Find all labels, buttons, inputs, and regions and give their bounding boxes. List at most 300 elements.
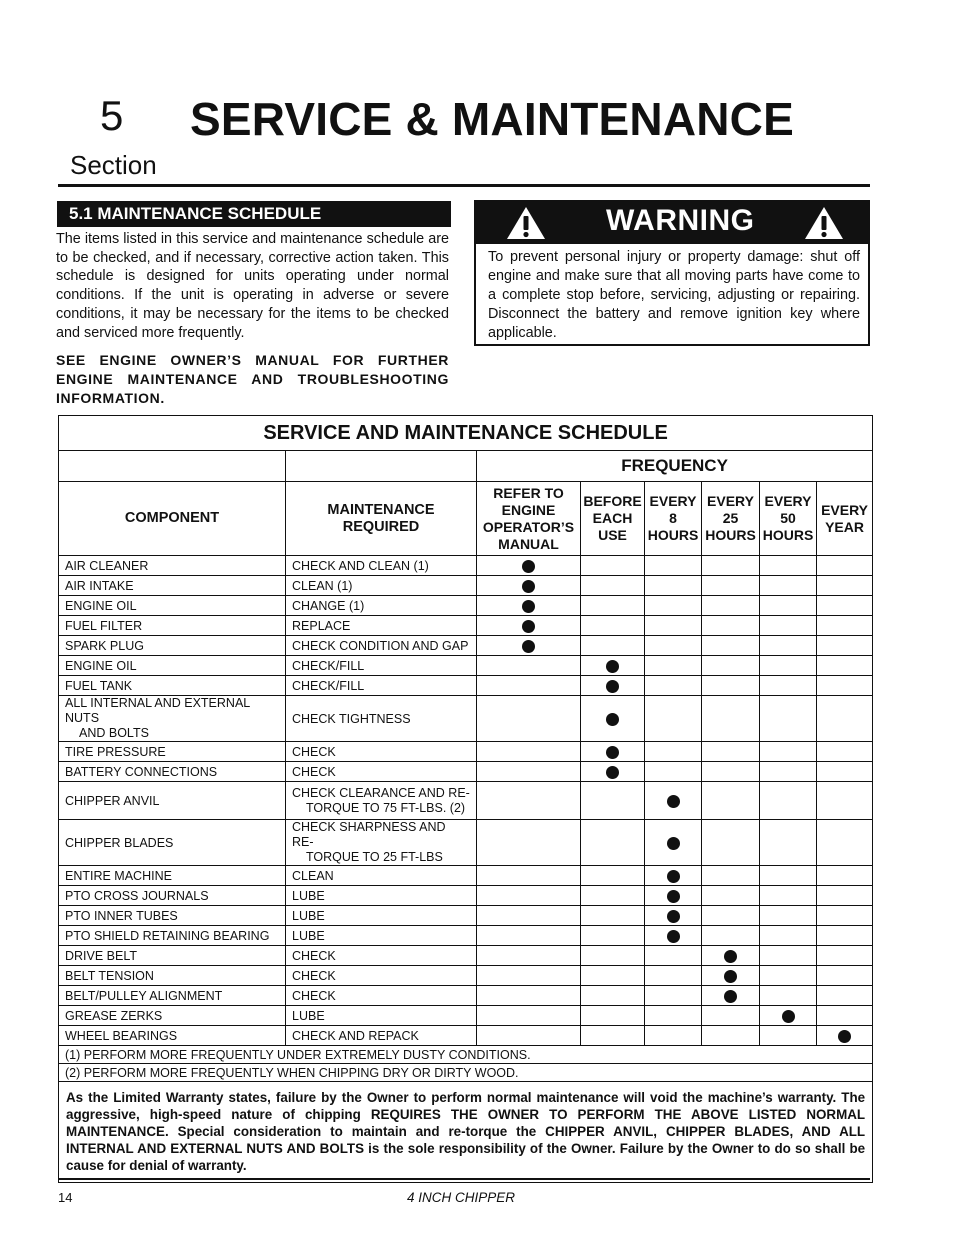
frequency-cell: [645, 866, 702, 886]
frequency-cell: [760, 1026, 817, 1046]
maintenance-cell: [286, 1026, 477, 1046]
frequency-cell: [760, 656, 817, 676]
frequency-cell: [645, 926, 702, 946]
schedule-dot-icon: [606, 680, 619, 693]
schedule-dot-icon: [724, 990, 737, 1003]
frequency-cell: [702, 656, 760, 676]
frequency-cell: [702, 986, 760, 1006]
maintenance-cell: [286, 886, 477, 906]
warning-header: [476, 202, 868, 244]
frequency-cell: [581, 1006, 645, 1026]
table-row: [59, 1026, 873, 1046]
maintenance-cell: [286, 946, 477, 966]
frequency-cell: [477, 866, 581, 886]
table-row: [59, 676, 873, 696]
frequency-cell: [645, 596, 702, 616]
frequency-cell: [645, 906, 702, 926]
frequency-cell: [760, 1006, 817, 1026]
frequency-cell: [817, 906, 873, 926]
frequency-cell: [817, 742, 873, 762]
frequency-cell: [760, 986, 817, 1006]
schedule-dot-icon: [667, 870, 680, 883]
table-row: [59, 762, 873, 782]
frequency-header-line: EVERY: [764, 493, 812, 509]
table-row: [59, 866, 873, 886]
frequency-cell: [817, 946, 873, 966]
page-number: 14: [58, 1190, 73, 1205]
cell-text: AND BOLTS: [79, 726, 149, 740]
frequency-cell: [581, 966, 645, 986]
frequency-cell: [760, 926, 817, 946]
frequency-cell: [477, 966, 581, 986]
frequency-cell: [477, 576, 581, 596]
frequency-cell: [702, 576, 760, 596]
frequency-header-line: BEFORE: [583, 493, 642, 509]
frequency-column-header: [477, 482, 581, 556]
frequency-cell: [477, 906, 581, 926]
cell-text: CHECK: [292, 744, 336, 759]
frequency-cell: [581, 762, 645, 782]
frequency-cell: [817, 966, 873, 986]
frequency-cell: [645, 1006, 702, 1026]
frequency-cell: [477, 1026, 581, 1046]
table-row: [59, 1006, 873, 1026]
table-row: [59, 926, 873, 946]
frequency-cell: [760, 556, 817, 576]
frequency-cell: [645, 656, 702, 676]
maintenance-cell: [286, 656, 477, 676]
schedule-dot-icon: [606, 660, 619, 673]
frequency-cell: [760, 636, 817, 656]
cell-text: BELT TENSION: [65, 968, 154, 983]
table-row: [59, 966, 873, 986]
cell-text: CHECK: [292, 988, 336, 1003]
table-row: [59, 946, 873, 966]
frequency-column-header: [702, 482, 760, 556]
component-cell: [59, 696, 286, 742]
blank-header-cell: [286, 451, 477, 482]
cell-text: DRIVE BELT: [65, 948, 138, 963]
frequency-cell: [477, 1006, 581, 1026]
component-cell: [59, 906, 286, 926]
frequency-cell: [477, 556, 581, 576]
frequency-header-line: 50: [780, 510, 796, 526]
maintenance-header-line: REQUIRED: [342, 518, 420, 535]
component-cell: [59, 866, 286, 886]
schedule-dot-icon: [724, 970, 737, 983]
frequency-cell: [477, 886, 581, 906]
frequency-cell: [581, 782, 645, 820]
component-cell: [59, 986, 286, 1006]
table-row: [59, 576, 873, 596]
schedule-dot-icon: [522, 600, 535, 613]
warning-title: WARNING: [606, 204, 755, 237]
frequency-header: FREQUENCY: [477, 451, 873, 482]
component-cell: [59, 636, 286, 656]
warning-box: [474, 200, 870, 346]
component-cell: [59, 966, 286, 986]
cell-text: CHECK AND CLEAN (1): [292, 558, 429, 573]
frequency-cell: [702, 966, 760, 986]
maintenance-cell: [286, 616, 477, 636]
component-cell: [59, 946, 286, 966]
frequency-cell: [645, 676, 702, 696]
frequency-cell: [581, 742, 645, 762]
frequency-cell: [760, 596, 817, 616]
warning-triangle-icon: [506, 206, 546, 240]
frequency-cell: [760, 886, 817, 906]
cell-text: TORQUE TO 25 FT-LBS: [306, 850, 443, 864]
frequency-header-line: MANUAL: [498, 535, 559, 552]
component-cell: [59, 556, 286, 576]
frequency-cell: [477, 742, 581, 762]
schedule-dot-icon: [667, 837, 680, 850]
maintenance-schedule-table: [58, 415, 873, 1183]
maintenance-cell: [286, 966, 477, 986]
maintenance-cell: [286, 782, 477, 820]
cell-text: LUBE: [292, 908, 325, 923]
component-cell: [59, 676, 286, 696]
maintenance-cell: [286, 866, 477, 886]
frequency-cell: [817, 1026, 873, 1046]
table-row: [59, 820, 873, 866]
component-cell: [59, 616, 286, 636]
maintenance-cell: [286, 1006, 477, 1026]
footnote: (1) PERFORM MORE FREQUENTLY UNDER EXTREMELY DUSTY CONDITIONS.: [59, 1046, 873, 1064]
frequency-header-line: EVERY: [649, 493, 697, 509]
component-cell: [59, 762, 286, 782]
frequency-cell: [702, 556, 760, 576]
frequency-cell: [702, 676, 760, 696]
table-row: [59, 636, 873, 656]
frequency-cell: [817, 762, 873, 782]
cell-text: FUEL TANK: [65, 678, 133, 693]
footer-rule: [58, 1178, 870, 1180]
cell-text: AIR INTAKE: [65, 578, 134, 593]
maintenance-cell: [286, 926, 477, 946]
frequency-cell: [477, 696, 581, 742]
frequency-cell: [581, 1026, 645, 1046]
frequency-cell: [581, 616, 645, 636]
frequency-header-line: 25: [722, 510, 739, 526]
frequency-column-header: [645, 482, 702, 556]
cell-text: CHECK/FILL: [292, 678, 365, 693]
cell-text: CHECK: [292, 948, 336, 963]
blank-header-cell: [59, 451, 286, 482]
frequency-cell: [817, 820, 873, 866]
warning-triangle-icon: [804, 206, 844, 240]
warranty-notice: As the Limited Warranty states, failure by the Owner to perform normal maintenance will void the machine’s warranty. The aggressive, high-speed nature of chipping REQUIRES THE OWNER TO PERFORM THE ABOVE LISTED NORMAL MAINTENANCE. Special consideration to maintain and re-torque the CHIPPER ANVIL, CHIPPER BLADES, AND ALL INTERNAL AND EXTERNAL NUTS AND BOLTS is the sole responsibility of the Owner. Failure by the Owner to do so shall be cause for denial of warranty.: [59, 1082, 873, 1183]
frequency-header-line: EVERY: [821, 501, 869, 518]
frequency-cell: [760, 782, 817, 820]
frequency-header-line: HOURS: [762, 527, 814, 543]
cell-text: ENTIRE MACHINE: [65, 868, 172, 883]
footnote: (2) PERFORM MORE FREQUENTLY WHEN CHIPPING DRY OR DIRTY WOOD.: [59, 1064, 873, 1082]
frequency-cell: [817, 596, 873, 616]
frequency-cell: [702, 926, 760, 946]
maintenance-cell: [286, 762, 477, 782]
cell-text: ALL INTERNAL AND EXTERNAL NUTS: [65, 696, 250, 725]
frequency-cell: [645, 762, 702, 782]
cell-text: CHECK TIGHTNESS: [292, 711, 411, 726]
maintenance-cell: [286, 676, 477, 696]
cell-text: LUBE: [292, 928, 325, 943]
frequency-cell: [581, 636, 645, 656]
frequency-header-line: EVERY: [707, 493, 754, 509]
frequency-cell: [817, 696, 873, 742]
component-cell: [59, 1026, 286, 1046]
page-title: SERVICE & MAINTENANCE: [190, 93, 794, 145]
table-row: [59, 986, 873, 1006]
header-rule: [58, 184, 870, 187]
frequency-cell: [645, 636, 702, 656]
frequency-cell: [817, 782, 873, 820]
component-column-header: COMPONENT: [59, 482, 286, 556]
frequency-cell: [760, 866, 817, 886]
frequency-cell: [645, 820, 702, 866]
frequency-cell: [581, 906, 645, 926]
frequency-cell: [477, 636, 581, 656]
frequency-cell: [817, 886, 873, 906]
frequency-header-line: USE: [598, 527, 627, 543]
table-row: [59, 616, 873, 636]
component-cell: [59, 596, 286, 616]
frequency-column-header: [817, 482, 873, 556]
component-cell: [59, 820, 286, 866]
intro-paragraph: The items listed in this service and maintenance schedule are to be checked, and if necessary, corrective action taken. This schedule is designed for units operating under normal conditions. If the unit is operating in adverse or severe conditions, it may be necessary for the items to be checked and serviced more frequently.: [56, 231, 449, 341]
cell-text: CHIPPER BLADES: [65, 835, 174, 850]
schedule-dot-icon: [522, 640, 535, 653]
cell-text: CHANGE (1): [292, 598, 365, 613]
frequency-cell: [477, 596, 581, 616]
cell-text: CLEAN (1): [292, 578, 353, 593]
schedule-dot-icon: [606, 713, 619, 726]
frequency-cell: [581, 820, 645, 866]
frequency-cell: [760, 742, 817, 762]
frequency-cell: [702, 596, 760, 616]
frequency-cell: [581, 576, 645, 596]
component-cell: [59, 656, 286, 676]
frequency-cell: [817, 866, 873, 886]
table-row: [59, 556, 873, 576]
frequency-cell: [645, 886, 702, 906]
frequency-cell: [702, 696, 760, 742]
frequency-cell: [581, 656, 645, 676]
frequency-cell: [702, 1026, 760, 1046]
component-cell: [59, 782, 286, 820]
frequency-cell: [477, 616, 581, 636]
frequency-cell: [702, 906, 760, 926]
frequency-cell: [645, 576, 702, 596]
frequency-header-line: EACH: [592, 510, 633, 526]
frequency-cell: [817, 556, 873, 576]
frequency-column-header: [581, 482, 645, 556]
maintenance-header-line: MAINTENANCE: [327, 501, 435, 518]
maintenance-cell: [286, 596, 477, 616]
frequency-cell: [817, 1006, 873, 1026]
frequency-cell: [477, 820, 581, 866]
frequency-cell: [817, 986, 873, 1006]
frequency-cell: [581, 886, 645, 906]
schedule-dot-icon: [724, 950, 737, 963]
frequency-cell: [760, 696, 817, 742]
cell-text: BATTERY CONNECTIONS: [65, 764, 218, 779]
frequency-cell: [760, 946, 817, 966]
frequency-cell: [645, 986, 702, 1006]
frequency-cell: [760, 820, 817, 866]
schedule-dot-icon: [606, 746, 619, 759]
maintenance-cell: [286, 906, 477, 926]
frequency-cell: [477, 986, 581, 1006]
frequency-cell: [817, 616, 873, 636]
cell-text: CHECK: [292, 968, 336, 983]
frequency-cell: [477, 946, 581, 966]
cell-text: CHECK: [292, 764, 336, 779]
cell-text: CLEAN: [292, 868, 334, 883]
cell-text: ENGINE OIL: [65, 598, 137, 613]
frequency-cell: [817, 576, 873, 596]
cell-text: SPARK PLUG: [65, 638, 144, 653]
frequency-header-line: REFER TO: [493, 484, 564, 501]
maintenance-column-header: [286, 482, 477, 556]
cell-text: PTO SHIELD RETAINING BEARING: [65, 928, 270, 943]
frequency-cell: [760, 576, 817, 596]
frequency-cell: [645, 782, 702, 820]
schedule-dot-icon: [667, 795, 680, 808]
cell-text: WHEEL BEARINGS: [65, 1028, 178, 1043]
frequency-cell: [645, 966, 702, 986]
maintenance-cell: [286, 820, 477, 866]
subsection-heading: 5.1 MAINTENANCE SCHEDULE: [57, 201, 451, 227]
frequency-cell: [817, 676, 873, 696]
engine-manual-note: SEE ENGINE OWNER’S MANUAL FOR FURTHER ENGINE MAINTENANCE AND TROUBLESHOOTING INFORMATION.: [56, 352, 449, 406]
frequency-cell: [817, 636, 873, 656]
frequency-cell: [760, 676, 817, 696]
maintenance-cell: [286, 576, 477, 596]
schedule-dot-icon: [782, 1010, 795, 1023]
document-name: 4 INCH CHIPPER: [407, 1190, 516, 1205]
schedule-dot-icon: [838, 1030, 851, 1043]
cell-text: CHECK CLEARANCE AND RE-: [292, 785, 470, 800]
frequency-header-line: 8: [669, 510, 677, 526]
frequency-cell: [702, 762, 760, 782]
table-row: [59, 596, 873, 616]
schedule-title: SERVICE AND MAINTENANCE SCHEDULE: [59, 416, 873, 451]
frequency-header-line: YEAR: [825, 518, 864, 535]
frequency-cell: [760, 616, 817, 636]
maintenance-cell: [286, 636, 477, 656]
cell-text: FUEL FILTER: [65, 618, 143, 633]
component-cell: [59, 886, 286, 906]
component-cell: [59, 926, 286, 946]
frequency-cell: [702, 1006, 760, 1026]
table-row: [59, 782, 873, 820]
cell-text: TIRE PRESSURE: [65, 744, 166, 759]
frequency-header-line: OPERATOR’S: [482, 518, 575, 535]
table-row: [59, 696, 873, 742]
frequency-cell: [817, 656, 873, 676]
cell-text: PTO CROSS JOURNALS: [65, 888, 209, 903]
frequency-cell: [477, 676, 581, 696]
schedule-dot-icon: [522, 620, 535, 633]
schedule-dot-icon: [522, 560, 535, 573]
frequency-cell: [477, 926, 581, 946]
frequency-cell: [645, 556, 702, 576]
frequency-cell: [760, 762, 817, 782]
table-row: [59, 656, 873, 676]
cell-text: BELT/PULLEY ALIGNMENT: [65, 988, 223, 1003]
maintenance-cell: [286, 742, 477, 762]
frequency-cell: [760, 906, 817, 926]
component-cell: [59, 576, 286, 596]
frequency-cell: [477, 762, 581, 782]
cell-text: CHECK AND REPACK: [292, 1028, 419, 1043]
frequency-cell: [645, 742, 702, 762]
cell-text: PTO INNER TUBES: [65, 908, 178, 923]
frequency-cell: [702, 866, 760, 886]
frequency-cell: [581, 556, 645, 576]
section-number: 5: [100, 92, 124, 139]
schedule-dot-icon: [522, 580, 535, 593]
frequency-cell: [760, 966, 817, 986]
schedule-dot-icon: [667, 910, 680, 923]
frequency-header-line: HOURS: [705, 527, 756, 543]
cell-text: CHIPPER ANVIL: [65, 793, 160, 808]
schedule-dot-icon: [667, 930, 680, 943]
cell-text: ENGINE OIL: [65, 658, 137, 673]
maintenance-cell: [286, 556, 477, 576]
component-cell: [59, 1006, 286, 1026]
frequency-cell: [581, 986, 645, 1006]
frequency-cell: [645, 696, 702, 742]
section-label: Section: [70, 150, 157, 180]
frequency-cell: [702, 820, 760, 866]
frequency-cell: [645, 1026, 702, 1046]
frequency-cell: [702, 616, 760, 636]
cell-text: CHECK SHARPNESS AND RE-: [292, 820, 446, 849]
cell-text: TORQUE TO 75 FT-LBS. (2): [306, 800, 466, 815]
cell-text: LUBE: [292, 888, 325, 903]
frequency-cell: [477, 782, 581, 820]
frequency-cell: [645, 946, 702, 966]
frequency-cell: [702, 886, 760, 906]
cell-text: CHECK/FILL: [292, 658, 365, 673]
frequency-header-line: HOURS: [647, 527, 699, 543]
table-row: [59, 742, 873, 762]
frequency-cell: [581, 926, 645, 946]
schedule-dot-icon: [667, 890, 680, 903]
frequency-cell: [702, 742, 760, 762]
frequency-cell: [581, 676, 645, 696]
maintenance-cell: [286, 696, 477, 742]
cell-text: LUBE: [292, 1008, 325, 1023]
frequency-cell: [702, 636, 760, 656]
cell-text: AIR CLEANER: [65, 558, 149, 573]
cell-text: CHECK CONDITION AND GAP: [292, 638, 469, 653]
table-row: [59, 886, 873, 906]
frequency-cell: [817, 926, 873, 946]
frequency-cell: [645, 616, 702, 636]
frequency-cell: [702, 782, 760, 820]
frequency-column-header: [760, 482, 817, 556]
component-cell: [59, 742, 286, 762]
frequency-cell: [702, 946, 760, 966]
frequency-cell: [581, 866, 645, 886]
frequency-cell: [477, 656, 581, 676]
warning-text: To prevent personal injury or property damage: shut off engine and make sure that all moving parts have come to a complete stop before, servicing, adjusting or repairing. Disconnect the battery and remove ignition key where applicable.: [488, 249, 860, 341]
cell-text: REPLACE: [292, 618, 351, 633]
cell-text: GREASE ZERKS: [65, 1008, 163, 1023]
